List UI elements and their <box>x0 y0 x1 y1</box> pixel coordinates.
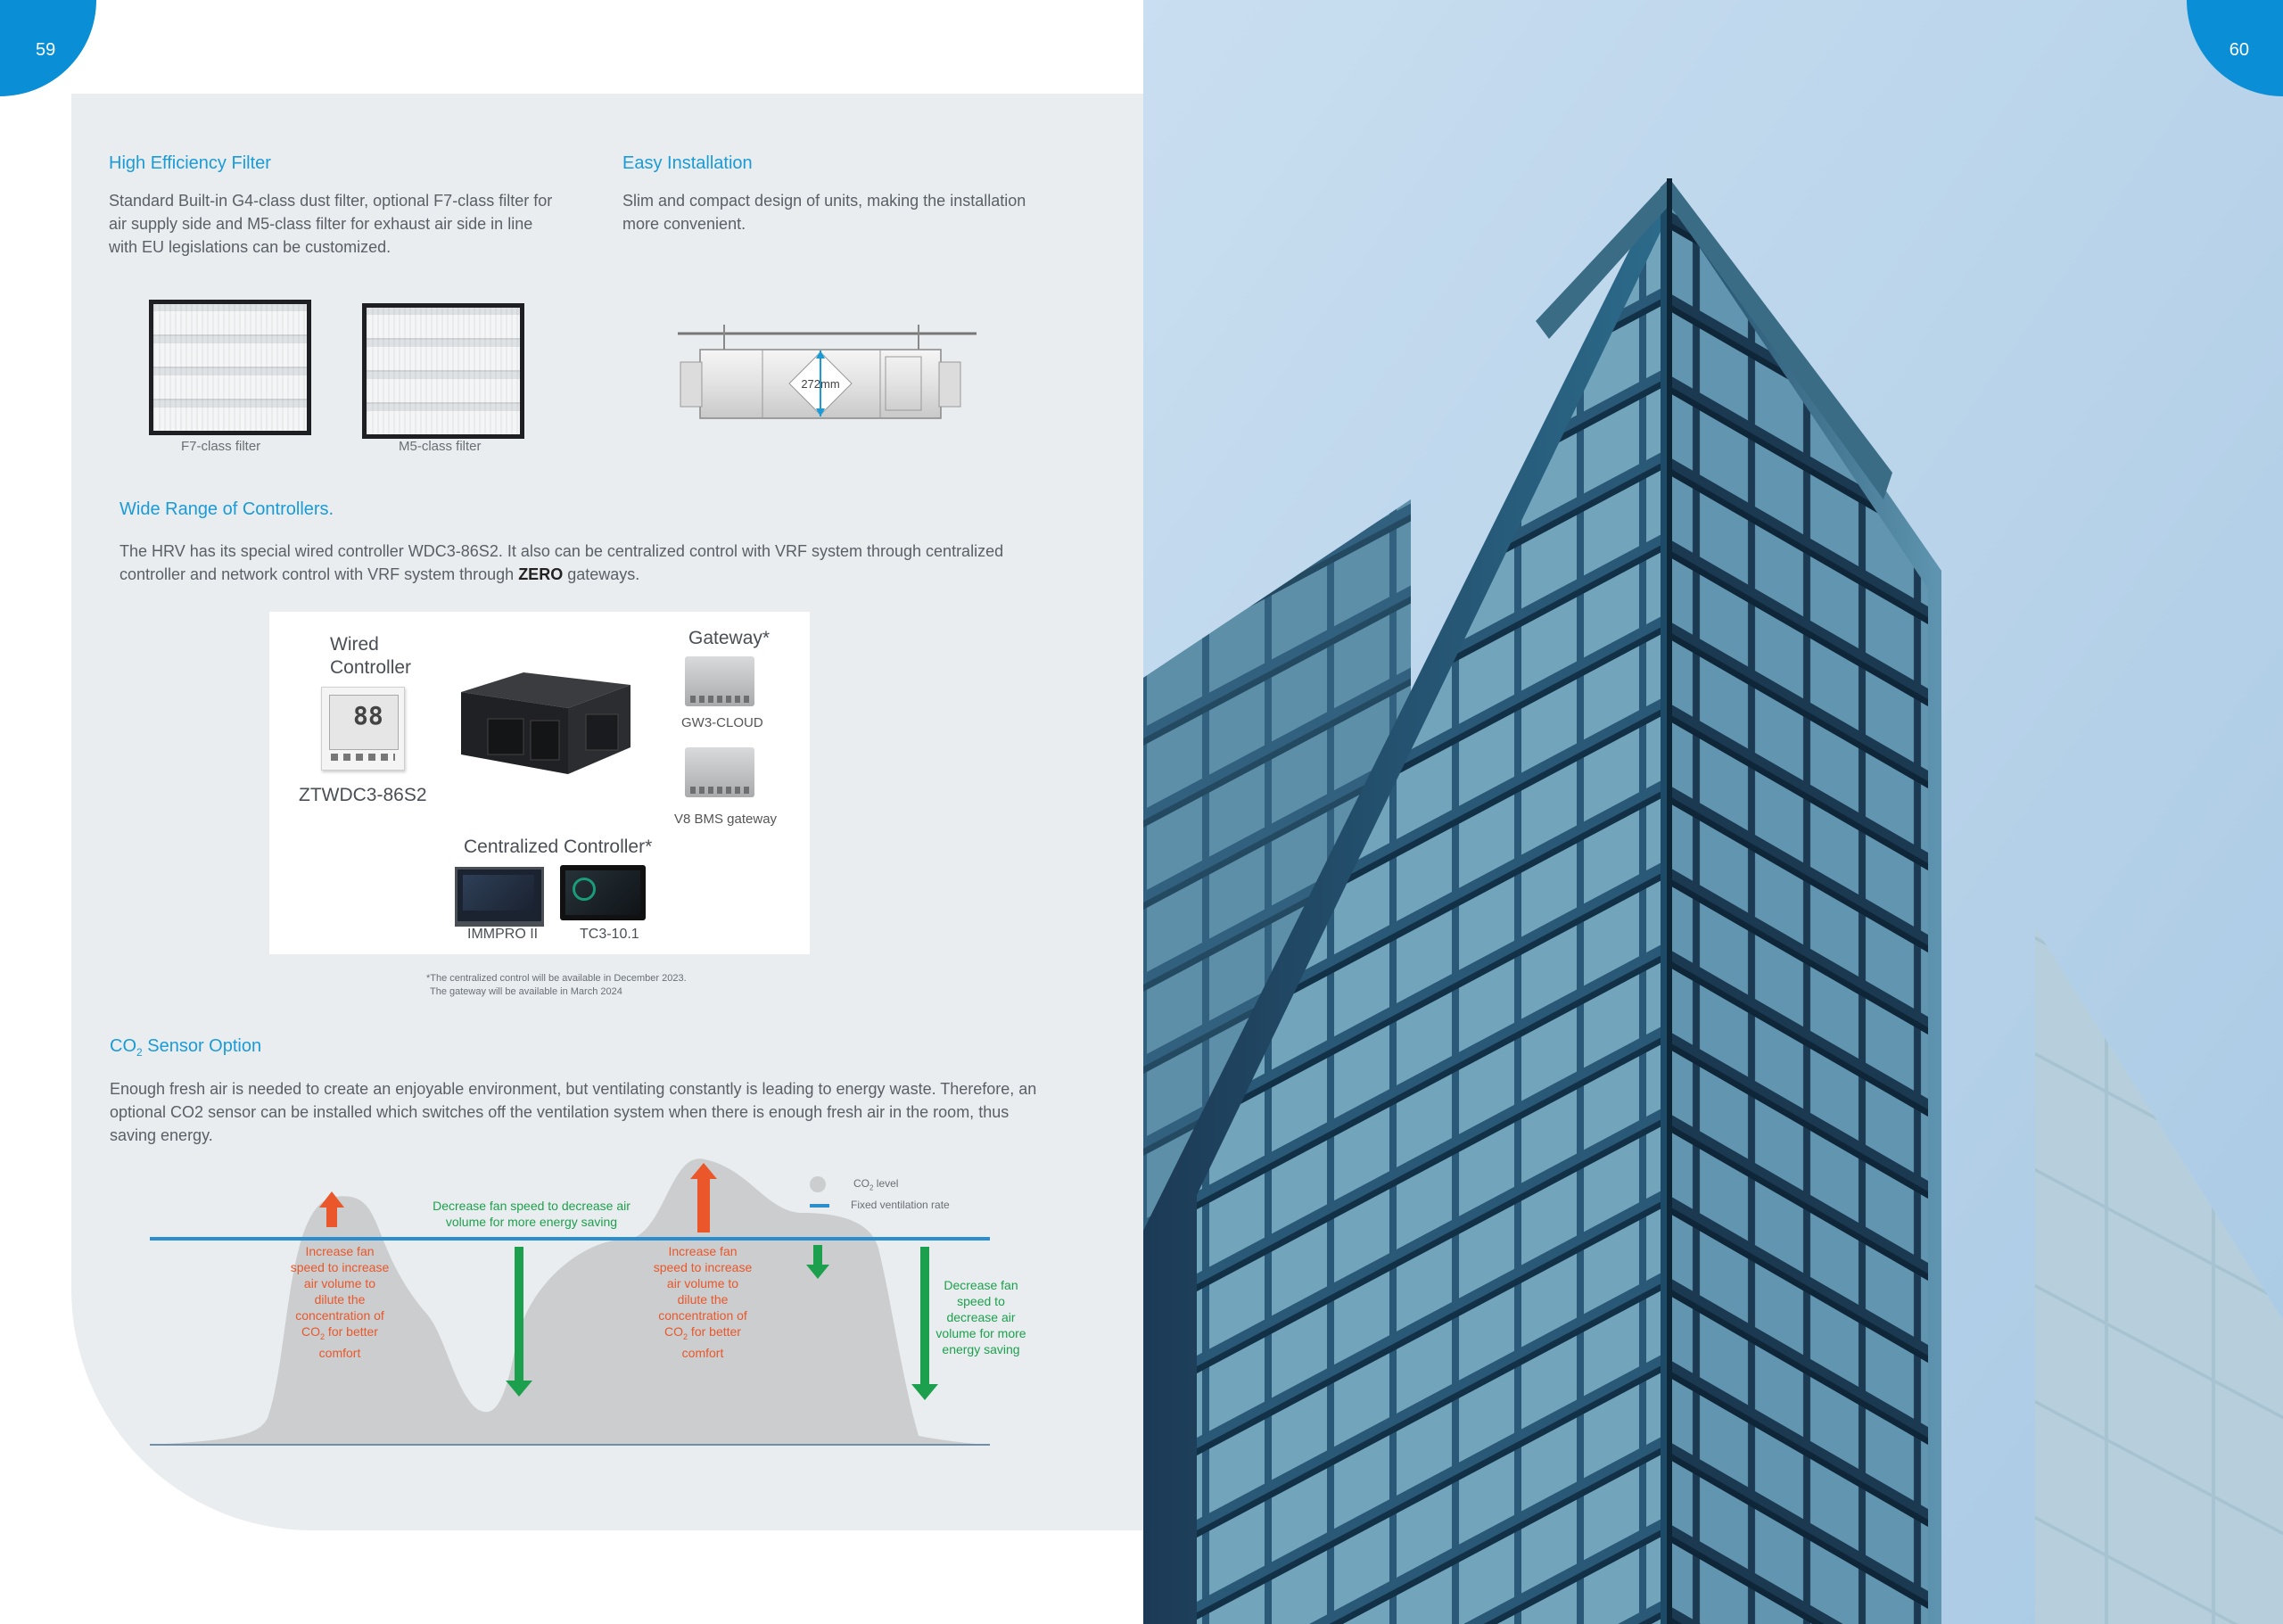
rate-legend-label: Fixed ventilation rate <box>851 1199 950 1211</box>
wired-controller-buttons <box>331 754 395 761</box>
increase-arrow-1 <box>326 1206 337 1227</box>
increase-label-1: Increase fan speed to increase air volume to dilute the concentration of $CO_2$ for better comfort <box>290 1244 390 1360</box>
co2-title: $CO_2$ Sensor Option <box>110 1036 262 1059</box>
f7-filter-image <box>149 300 311 435</box>
wired-controller-display: 88 <box>353 701 383 730</box>
gateway-2-label: V8 BMS gateway <box>674 812 778 827</box>
controllers-text-line: The HRV has its special wired controller WDC3-86S2. It also can be centralized control with VRF system through centralized <box>120 542 1004 560</box>
f7-filter-caption: F7-class filter <box>181 439 261 454</box>
increase-arrow-2 <box>697 1177 710 1232</box>
installation-text-line: more convenient. <box>622 215 746 233</box>
tc3-label: TC3-10.1 <box>580 927 639 942</box>
decrease-arrow-1 <box>515 1247 523 1382</box>
page-number-right: 60 <box>2229 40 2249 60</box>
availability-note-1: *The centralized control will be available in December 2023. <box>426 973 687 984</box>
immpro-label: IMMPRO II <box>467 927 539 942</box>
hrv-unit-image <box>452 665 639 781</box>
controllers-text <box>120 540 1003 586</box>
increase-label-2: Increase fan speed to increase air volume to dilute the concentration of $CO_2$ for better comfort <box>653 1244 753 1360</box>
controllers-text-line: controller and network control with VRF system through ZERO gateways. <box>120 565 640 583</box>
tc3-panel-image <box>560 865 646 920</box>
gateway-1-label: GW3-CLOUD <box>681 715 763 730</box>
wired-controller-screen <box>329 695 399 750</box>
gateway-ports <box>690 787 749 794</box>
immpro-screen <box>463 875 534 911</box>
co2-text <box>110 1077 1036 1147</box>
immpro-laptop-image <box>455 867 544 927</box>
co2-text-line: Enough fresh air is needed to create an enjoyable environment, but ventilating constantly is leading to energy waste. Therefore, an <box>110 1080 1037 1098</box>
decrease-arrow-3-head <box>911 1384 938 1400</box>
building-photo <box>1143 0 2283 1624</box>
filter-text-line: air supply side and M5-class filter for exhaust air side in line <box>109 215 533 233</box>
wired-controller-model: ZTWDC3-86S2 <box>299 785 427 805</box>
gateway-title: Gateway* <box>688 628 771 648</box>
wired-controller-title: Wired Controller <box>330 634 412 678</box>
filter-text <box>109 189 552 259</box>
filter-text-line: with EU legislations can be customized. <box>109 238 391 256</box>
installation-title: Easy Installation <box>622 153 753 173</box>
gateway-device-1 <box>685 656 754 706</box>
co2-legend-marker <box>810 1176 826 1192</box>
installation-text <box>622 189 1026 235</box>
co2-text-line: optional CO2 sensor can be installed which switches off the ventilation system when there is enough fresh air in the room, thus <box>110 1103 1010 1121</box>
centralized-controller-title: Centralized Controller* <box>464 837 653 857</box>
decrease-label-top: Decrease fan speed to decrease air volume for more energy saving <box>433 1199 631 1229</box>
m5-filter-caption: M5-class filter <box>399 439 482 454</box>
decrease-label-right: Decrease fan speed to decrease air volume for more energy saving <box>935 1278 1026 1356</box>
controllers-title: Wide Range of Controllers. <box>120 499 334 519</box>
filter-title: High Efficiency Filter <box>109 153 271 173</box>
controllers-diagram <box>269 612 810 954</box>
filter-text-line: Standard Built-in G4-class dust filter, optional F7-class filter for <box>109 192 553 210</box>
hrv-unit-diagram <box>673 321 981 424</box>
gateway-device-2 <box>685 747 754 797</box>
m5-filter-image <box>362 303 524 439</box>
unit-height-label: 272mm <box>801 377 840 391</box>
decrease-arrow-2 <box>813 1245 822 1266</box>
tc3-dial-icon <box>573 878 596 901</box>
page-number-left: 59 <box>36 40 56 60</box>
co2-text-line: saving energy. <box>110 1126 213 1144</box>
co2-ventilation-diagram <box>143 1150 999 1454</box>
co2-legend-label: $CO_2$ level <box>853 1177 899 1192</box>
availability-note-2: The gateway will be available in March 2024 <box>430 986 622 997</box>
installation-text-line: Slim and compact design of units, making the installation <box>622 192 1026 210</box>
wired-controller-device <box>321 687 405 771</box>
gateway-ports <box>690 696 749 703</box>
